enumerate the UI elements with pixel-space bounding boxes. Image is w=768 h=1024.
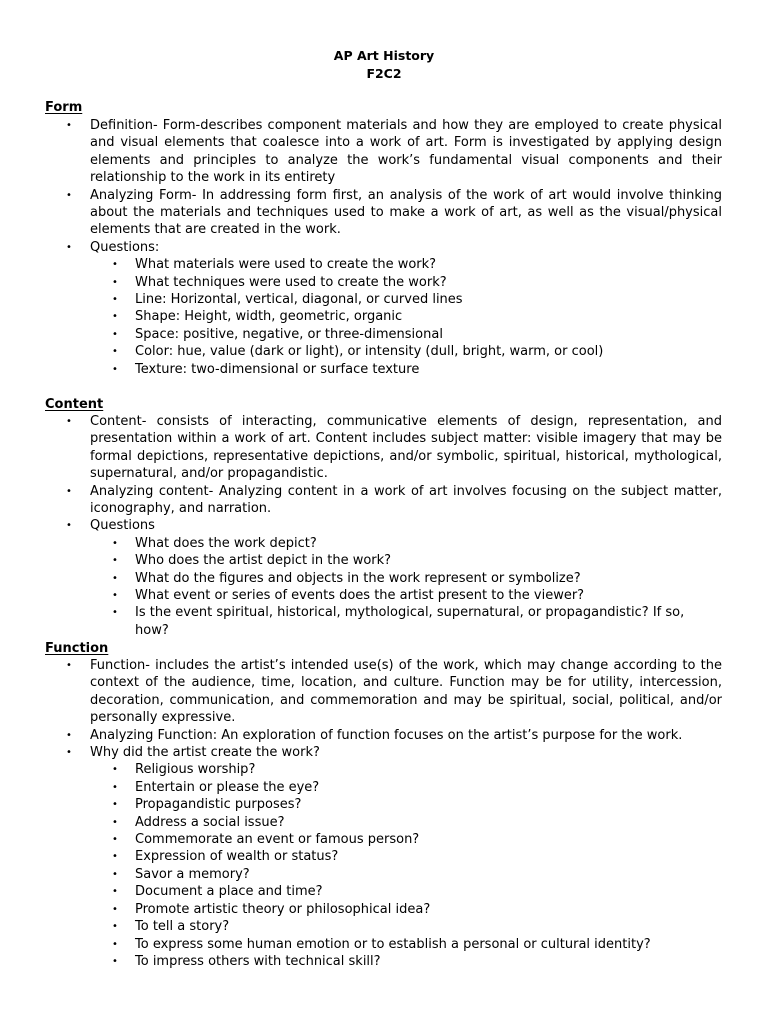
bullet-icon: • — [112, 328, 118, 340]
sub-item-text: Commemorate an event or famous person? — [135, 832, 420, 848]
sub-item-text: What does the work depict? — [135, 535, 317, 551]
sub-item-text: Color: hue, value (dark or light), or intensity (dull, bright, warm, or cool) — [135, 344, 604, 360]
bullet-icon: • — [66, 660, 72, 671]
sub-item-text: Promote artistic theory or philosophical idea? — [135, 901, 431, 917]
bullet-icon: • — [112, 903, 118, 915]
bullet-icon: • — [112, 572, 118, 584]
sub-list-item — [90, 953, 722, 970]
bullet-icon: • — [112, 294, 118, 306]
sub-list-item — [90, 587, 722, 604]
bullet-icon: • — [112, 781, 118, 793]
bullet-icon: • — [112, 886, 118, 898]
item-text: Analyzing Function: An exploration of function focuses on the artist’s purpose for the work. — [90, 727, 683, 743]
sub-list-item — [90, 883, 722, 900]
function-questions-list — [90, 761, 722, 970]
form-questions-list — [90, 256, 722, 378]
sub-list-item — [90, 814, 722, 831]
sub-item-text: Is the event spiritual, historical, mythological, supernatural, or propagandistic? If so, how? — [135, 605, 685, 638]
item-text: Content- consists of interacting, communicative elements of design, representation, and presentation within a work of art. Content includes subject matter: visible imagery that may be formal depictions, representative depictions, and/or symbolic, spiritual, historical, mythological, supernatural, and/or propagandistic. — [90, 414, 722, 482]
sub-list-item — [90, 866, 722, 883]
function-list — [0, 657, 768, 970]
section-form — [0, 117, 768, 378]
bullet-icon: • — [112, 259, 118, 271]
bullet-icon: • — [112, 555, 118, 567]
bullet-icon: • — [66, 520, 72, 532]
list-item — [0, 187, 768, 239]
sub-list-item — [90, 918, 722, 935]
bullet-icon: • — [66, 416, 72, 427]
bullet-icon: • — [112, 764, 118, 776]
bullet-icon: • — [112, 938, 118, 950]
sub-item-text: Who does the artist depict in the work? — [135, 553, 392, 569]
list-item — [0, 413, 768, 483]
list-item — [0, 239, 768, 378]
sub-item-text: What materials were used to create the work? — [135, 257, 437, 273]
document-subtitle: F2C2 — [366, 66, 402, 81]
section-content — [0, 413, 768, 639]
sub-list-item — [90, 831, 722, 848]
bullet-icon: • — [112, 799, 118, 811]
content-questions-list — [90, 535, 722, 639]
item-text: Analyzing Form- In addressing form first, an analysis of the work of art would involve thinking about the materials and techniques used to make a work of art, as well as the visual/physical elements that are created in the work. — [90, 187, 722, 238]
bullet-icon: • — [112, 834, 118, 846]
sub-item-text: What techniques were used to create the work? — [135, 274, 447, 290]
sub-list-item — [90, 901, 722, 918]
bullet-icon: • — [112, 955, 118, 967]
document-title: AP Art History — [333, 48, 435, 63]
section-heading-function: Function — [45, 641, 109, 656]
sub-item-text: To tell a story? — [135, 919, 230, 935]
sub-list-item — [90, 936, 722, 953]
item-text: Analyzing content- Analyzing content in a work of art involves focusing on the subject matter, iconography, and narration. — [90, 483, 722, 517]
sub-item-text: Document a place and time? — [135, 884, 323, 900]
sub-list-item — [90, 256, 722, 273]
bullet-icon: • — [112, 607, 118, 619]
sub-item-text: Savor a memory? — [135, 866, 250, 882]
sub-item-text: Religious worship? — [135, 762, 256, 778]
sub-list-item — [90, 848, 722, 865]
sub-list-item — [90, 535, 722, 552]
sub-item-text: Shape: Height, width, geometric, organic — [135, 309, 403, 325]
bullet-icon: • — [112, 311, 118, 323]
sub-item-text: What do the figures and objects in the work represent or symbolize? — [135, 570, 581, 586]
bullet-icon: • — [112, 537, 118, 549]
list-item — [0, 517, 768, 639]
bullet-icon: • — [66, 729, 72, 741]
sub-item-text: Space: positive, negative, or three-dimensional — [135, 326, 443, 342]
sub-list-item — [90, 552, 722, 569]
item-text: Questions: — [90, 239, 160, 255]
bullet-icon: • — [66, 485, 72, 497]
sub-item-text: To express some human emotion or to establish a personal or cultural identity? — [135, 936, 651, 952]
sub-list-item — [90, 343, 722, 360]
section-heading-form: Form — [45, 100, 83, 115]
sub-list-item — [90, 326, 722, 343]
bullet-icon: • — [112, 868, 118, 880]
sub-item-text: What event or series of events does the artist present to the viewer? — [135, 588, 585, 604]
item-text: Definition- Form-describes component materials and how they are employed to create physical and visual elements that coalesce into a work of art. Form is investigated by applying design elements and principles to analyze the work’s fundamental visual components and their relationship to the work in its entirety — [90, 118, 722, 186]
sub-list-item — [90, 361, 722, 378]
section-heading-content: Content — [45, 397, 104, 412]
item-text: Why did the artist create the work? — [90, 745, 320, 761]
bullet-icon: • — [66, 120, 72, 131]
list-item — [0, 744, 768, 970]
sub-list-item — [90, 308, 722, 325]
section-function — [0, 657, 768, 970]
form-list — [0, 117, 768, 378]
list-item — [0, 657, 768, 727]
bullet-icon: • — [66, 747, 72, 759]
sub-list-item — [90, 779, 722, 796]
sub-list-item — [90, 796, 722, 813]
item-text: Questions — [90, 518, 155, 534]
list-item — [0, 483, 768, 518]
bullet-icon: • — [66, 241, 72, 253]
sub-item-text: Address a social issue? — [135, 814, 285, 830]
sub-item-text: Entertain or please the eye? — [135, 779, 320, 795]
sub-item-text: To impress others with technical skill? — [135, 953, 381, 969]
sub-list-item — [90, 761, 722, 778]
item-text: Function- includes the artist’s intended use(s) of the work, which may change according to the context of the audience, time, location, and culture. Function may be for utility, intercession, decoration, communication, and commemoration and may be spiritual, social, political, and/or personally expressive. — [90, 658, 722, 726]
bullet-icon: • — [112, 921, 118, 933]
list-item — [0, 727, 768, 744]
sub-item-text: Texture: two-dimensional or surface texture — [135, 361, 420, 377]
list-item — [0, 117, 768, 187]
sub-item-text: Expression of wealth or status? — [135, 849, 339, 865]
sub-list-item — [90, 274, 722, 291]
bullet-icon: • — [112, 851, 118, 863]
sub-item-text: Line: Horizontal, vertical, diagonal, or curved lines — [135, 292, 463, 308]
bullet-icon: • — [66, 189, 72, 201]
bullet-icon: • — [112, 816, 118, 828]
bullet-icon: • — [112, 346, 118, 358]
bullet-icon: • — [112, 276, 118, 288]
sub-list-item — [90, 604, 722, 639]
sub-item-text: Propagandistic purposes? — [135, 797, 302, 813]
sub-list-item — [90, 570, 722, 587]
sub-list-item — [90, 291, 722, 308]
content-list — [0, 413, 768, 639]
bullet-icon: • — [112, 590, 118, 602]
bullet-icon: • — [112, 363, 118, 375]
